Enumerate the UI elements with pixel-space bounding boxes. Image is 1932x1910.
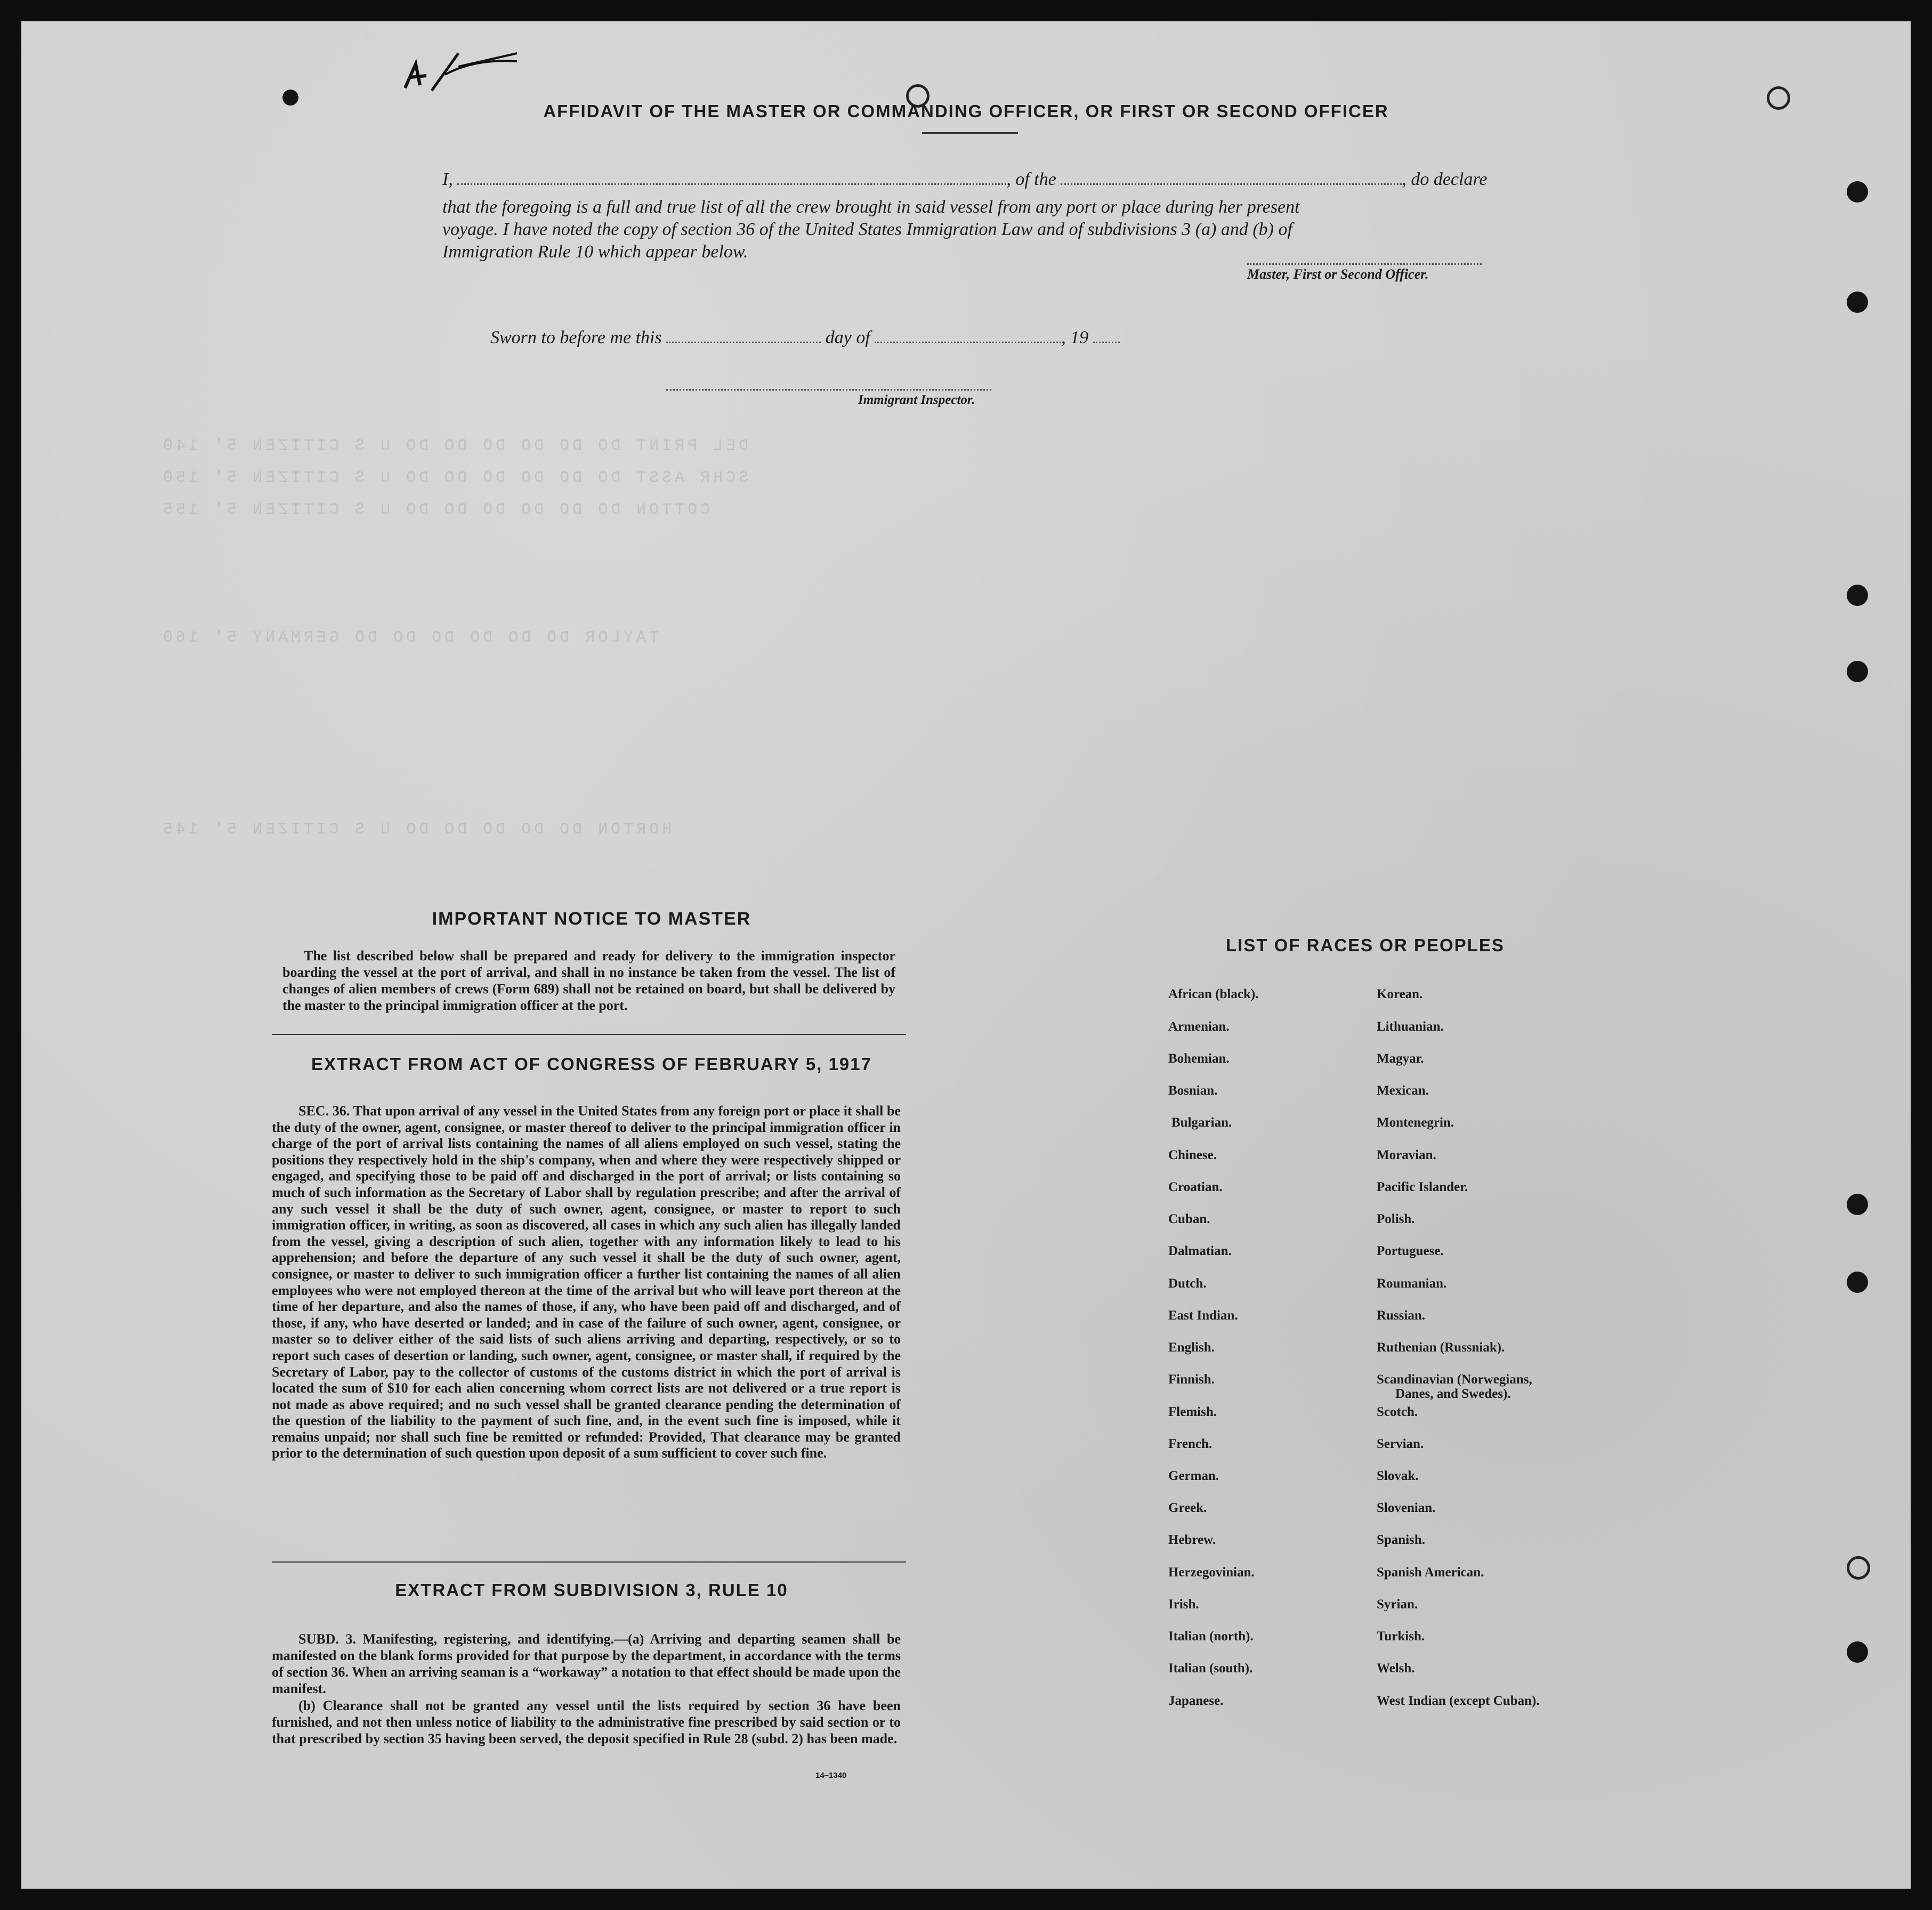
- declaration-line: [442, 169, 1508, 190]
- document-page: DEL PRINT DO DO DO DO DO DO U S CITIZEN 5' 140 SCHR ASST DO DO DO DO DO DO U S CITIZEN 5' 150 COTTON DO DO DO DO DO DO U S CITIZEN 5' 155 TAYLOR DO DO DO DO DO DO GERMANY 5' 160 HORTON DO DO DO DO DO U S CITIZEN 5' 145 AFFIDAVIT OF THE MASTER OR COMMANDING OFFICER, OR FIRST OR SECOND OFFICER I, , of the , do declare that the foregoing is a full and true list of all the crew brought in said vessel from any port or place during her present voyage. I have noted the copy of section 36 of the United States Immigration Law and of subdivisions 3 (a) and (b) of Immigration Rule 10 which appear below. Master, First or Second Officer. Sworn to before me this day of , 19 Immigrant Inspector. IMPORTANT NOTICE TO MASTER The list described below shall be prepared and ready for delivery to the immigration inspector boarding the vessel at the port of arrival, and shall in no instance be taken from the vessel. The list of changes of alien members of crews (Form 689) shall not be retained on board, but shall be delivered by the master to the principal immigration officer at the port. EXTRACT FROM ACT OF CONGRESS OF FEBRUARY 5, 1917 SEC. 36. That upon arrival of any vessel in the United States from any foreign port or place it shall be the duty of the owner, agent, consignee, or master thereof to deliver to the principal immigration officer in charge of the port of arrival lists containing the names of all aliens employed on such vessel, stating the positions they respectively hold in the ship's company, when and where they were respectively shipped or engaged, and specifying those to be paid off and discharged in the port of arrival; or lists containing so much of such information as the Secretary of Labor shall by regulation prescribe; and after the arrival of any such vessel it shall be the duty of such owner, agent, consignee, or master to report to such immigration officer, in writing, as soon as discovered, all cases in which any such alien has illegally landed from the vessel, giving a description of such alien, together with any information likely to lead to his apprehension; and before the departure of any such vessel it shall be the duty of such owner, agent, consignee, or master to deliver to such immigration officer a further list containing the names of all alien employees who were not employed thereon at the time of the arrival but who will leave port thereon at the time of her departure, and also the names of those, if any, who have been paid off and discharged, and of those, if any, who have deserted or landed; and in case of the failure of such owner, agent, consignee, or master so to deliver either of the said lists of such aliens arriving and departing, respectively, or so to report such cases of desertion or landing, such owner, agent, consignee, or master shall, if required by the Secretary of Labor, pay to the collector of customs of the customs district in which the port of arrival is located the sum of $10 for each alien concerning whom correct lists are not delivered or a true report is not made as above required; and no such vessel shall be granted clearance pending the determination of the question of the liability to the payment of such fine, and, in the event such fine is imposed, while it remains unpaid; nor shall such fine be remitted or refunded: Provided, That clearance may be granted prior to the determination of such question upon deposit of a sum sufficient to cover such fine. EXTRACT FROM SUBDIVISION 3, RULE 10 SUBD. 3. Manifesting, registering, and identifying.—(a) Arriving and departing seamen shall be manifested on the blank forms provided for that purpose by the department, in accordance with the terms of section 36. When an arriving seaman is a “workaway” a notation to that effect should be made upon the manifest. (b) Clearance shall not be granted any vessel until the lists required by section 36 have been furnished, and not then unless notice of liability to the administrative fine prescribed by said section or to that prescribed by section 35 having been served, the deposit specified in Rule 28 (subd. 2) has been made. 14–1340 LIST OF RACES OR PEOPLES African (black). Armenian. Bohemian. Bosnian. Bulgarian. Chinese. Croatian. Cuban. Dalmatian. Dutch. East Indian. English. Finnish. Flemish. French. German. Greek. Hebrew. Herzegovinian. Irish. Italian (north). Italian (south). Japanese. Korean. Lithuanian. Magyar. Mexican. Montenegrin. Moravian. Pacific Islander. Polish. Portuguese. Roumanian. Russian. Ruthenian (Russniak). Scandinavian (Norwegians, Danes, and Swedes). Scotch. Servian. Slovak. Slovenian. Spanish. Spanish American. Syrian. Turkish. Welsh. West Indian (except Cuban).: [21, 21, 1911, 1889]
- punch-hole: [1847, 1194, 1868, 1215]
- sworn-line: [490, 328, 1120, 348]
- race-item: Slovak.: [1377, 1469, 1419, 1483]
- race-item: African (black).: [1168, 987, 1259, 1001]
- race-item: East Indian.: [1168, 1308, 1238, 1323]
- race-item: Danes, and Swedes).: [1395, 1387, 1511, 1401]
- race-item: Bohemian.: [1168, 1051, 1230, 1066]
- race-item: Moravian.: [1377, 1148, 1436, 1162]
- race-item: Italian (north).: [1168, 1629, 1254, 1644]
- day-of-label: day of: [825, 328, 870, 347]
- race-item: Hebrew.: [1168, 1533, 1216, 1547]
- race-item: Syrian.: [1377, 1597, 1418, 1612]
- handwritten-mark: [394, 43, 533, 101]
- race-item: Montenegrin.: [1377, 1115, 1454, 1130]
- races-title: LIST OF RACES OR PEOPLES: [1226, 935, 1505, 955]
- master-signature-line[interactable]: [1247, 263, 1482, 265]
- do-declare-label: , do declare: [1402, 169, 1488, 189]
- race-item: Scotch.: [1377, 1405, 1418, 1419]
- extract-act-rule-top: [272, 1034, 906, 1035]
- declaration-body-line-2: voyage. I have noted the copy of section 36 of the United States Immigration Law and of subdivisions 3 (a) and (b) of: [442, 220, 1292, 239]
- race-item: Ruthenian (Russniak).: [1377, 1340, 1505, 1355]
- race-item: Servian.: [1377, 1437, 1424, 1451]
- vessel-blank[interactable]: [1061, 183, 1402, 185]
- punch-hole: [1847, 1272, 1868, 1293]
- race-item: West Indian (except Cuban).: [1377, 1694, 1540, 1708]
- race-item: Greek.: [1168, 1501, 1207, 1515]
- punch-hole: [1847, 292, 1868, 313]
- race-item: Slovenian.: [1377, 1501, 1436, 1515]
- inspector-signature-line[interactable]: [666, 389, 991, 391]
- race-item: Japanese.: [1168, 1694, 1224, 1708]
- race-item: Spanish.: [1377, 1533, 1426, 1547]
- race-item: Korean.: [1377, 987, 1423, 1001]
- race-item: Dutch.: [1168, 1276, 1207, 1291]
- race-item: Cuban.: [1168, 1212, 1210, 1226]
- punch-hole: [1847, 661, 1868, 682]
- race-item: Magyar.: [1377, 1051, 1424, 1066]
- declaration-body-line-1: that the foregoing is a full and true list of all the crew brought in said vessel from any port or place during her present: [442, 197, 1300, 217]
- race-item: Dalmatian.: [1168, 1244, 1232, 1258]
- extract-rule-title: EXTRACT FROM SUBDIVISION 3, RULE 10: [395, 1580, 788, 1600]
- inspector-caption: Immigrant Inspector.: [858, 393, 975, 407]
- year-label: , 19: [1061, 328, 1089, 347]
- notice-text: The list described below shall be prepared and ready for delivery to the immigration inspector boarding the vessel at the port of arrival, and shall in no instance be taken from the vessel. The list of changes of alien members of crews (Form 689) shall not be retained on board, but shall be delivered by the master to the principal immigration officer at the port.: [282, 948, 895, 1013]
- extract-act-title: EXTRACT FROM ACT OF CONGRESS OF FEBRUARY 5, 1917: [311, 1054, 872, 1074]
- race-item: Roumanian.: [1377, 1276, 1447, 1291]
- title-rule: [922, 132, 1018, 134]
- race-item: Bulgarian.: [1171, 1115, 1232, 1130]
- race-item: Bosnian.: [1168, 1083, 1218, 1098]
- race-item: English.: [1168, 1340, 1215, 1355]
- race-item: Portuguese.: [1377, 1244, 1444, 1258]
- race-item: Russian.: [1377, 1308, 1426, 1323]
- sworn-day-blank[interactable]: [666, 342, 821, 343]
- race-item: French.: [1168, 1437, 1212, 1451]
- punch-hole: [1847, 181, 1868, 203]
- race-item: Mexican.: [1377, 1083, 1429, 1098]
- race-item: Welsh.: [1377, 1661, 1415, 1676]
- master-caption: Master, First or Second Officer.: [1247, 266, 1429, 282]
- i-label: I,: [442, 169, 453, 189]
- sworn-label: Sworn to before me this: [490, 328, 662, 347]
- race-item: German.: [1168, 1469, 1219, 1483]
- name-blank[interactable]: [457, 183, 1006, 185]
- race-item: Irish.: [1168, 1597, 1199, 1612]
- declaration-body-line-3: Immigration Rule 10 which appear below.: [442, 242, 748, 262]
- affidavit-title: AFFIDAVIT OF THE MASTER OR COMMANDING OFFICER, OR FIRST OR SECOND OFFICER: [543, 101, 1389, 121]
- race-item: Armenian.: [1168, 1019, 1230, 1034]
- punch-hole: [1847, 1641, 1868, 1663]
- race-item: Finnish.: [1168, 1372, 1215, 1387]
- extract-rule-para-a: SUBD. 3. Manifesting, registering, and identifying.—(a) Arriving and departing seamen shall be manifested on the blank forms provided for that purpose by the department, in accordance with the terms of section 36. When an arriving seaman is a “workaway” a notation to that effect should be made upon the manifest.: [272, 1631, 901, 1696]
- race-item: Chinese.: [1168, 1148, 1217, 1162]
- race-item: Herzegovinian.: [1168, 1565, 1255, 1580]
- race-item: Polish.: [1377, 1212, 1415, 1226]
- sworn-year-blank[interactable]: [1093, 342, 1120, 343]
- race-item: Pacific Islander.: [1377, 1180, 1468, 1194]
- race-item: Scandinavian (Norwegians,: [1377, 1372, 1532, 1387]
- race-item: Flemish.: [1168, 1405, 1217, 1419]
- race-item: Italian (south).: [1168, 1661, 1253, 1676]
- punch-hole: [1847, 1556, 1870, 1580]
- extract-rule-rule-top: [272, 1561, 906, 1563]
- form-number: 14–1340: [815, 1771, 847, 1780]
- race-item: Spanish American.: [1377, 1565, 1484, 1580]
- of-the-label: , of the: [1006, 169, 1056, 189]
- race-item: Lithuanian.: [1377, 1019, 1444, 1034]
- notice-title: IMPORTANT NOTICE TO MASTER: [432, 909, 751, 929]
- race-item: Turkish.: [1377, 1629, 1425, 1644]
- extract-rule-para-b: (b) Clearance shall not be granted any vessel until the lists required by section 36 have been furnished, and not then unless notice of liability to the administrative fine prescribed by said section or to that prescribed by section 35 having been served, the deposit specified in Rule 28 (subd. 2) has been made.: [272, 1698, 901, 1746]
- race-item: Croatian.: [1168, 1180, 1223, 1194]
- sworn-month-blank[interactable]: [875, 342, 1061, 343]
- punch-hole: [1847, 585, 1868, 606]
- extract-act-text: SEC. 36. That upon arrival of any vessel in the United States from any foreign port or place it shall be the duty of the owner, agent, consignee, or master thereof to deliver to the principal immigration officer in charge of the port of arrival lists containing the names of all aliens employed on such vessel, stating the positions they respectively hold in the ship's company, when and where they were respectively shipped or engaged, and specifying those to be paid off and discharged in the port of arrival; or lists containing so much of such information as the Secretary of Labor shall by regulation prescribe; and after the arrival of any such vessel it shall be the duty of such owner, agent, consignee, or master to report to such immigration officer, in writing, as soon as discovered, all cases in which any such alien has illegally landed from the vessel, giving a description of such alien, together with any information likely to lead to his apprehension; and before the departure of any such vessel it shall be the duty of such owner, agent, consignee, or master to deliver to such immigration officer a further list containing the names of all alien employees who were not employed thereon at the time of the arrival but who will leave port thereon at the time of her departure, and also the names of those, if any, who have been paid off and discharged, and of those, if any, who have deserted or landed; and in case of the failure of such owner, agent, consignee, or master so to deliver either of the said lists of such aliens arriving and departing, respectively, or so to report such cases of desertion or landing, such owner, agent, consignee, or master shall, if required by the Secretary of Labor, pay to the collector of customs of the customs district in which the port of arrival is located the sum of $10 for each alien concerning whom correct lists are not delivered or a true report is not made as above required; and no such vessel shall be granted clearance pending the determination of the question of the liability to the payment of such fine, and, in the event such fine is imposed, while it remains unpaid; nor shall such fine be remitted or refunded: Provided, That clearance may be granted prior to the determination of such question upon deposit of a sum sufficient to cover such fine.: [272, 1103, 901, 1461]
